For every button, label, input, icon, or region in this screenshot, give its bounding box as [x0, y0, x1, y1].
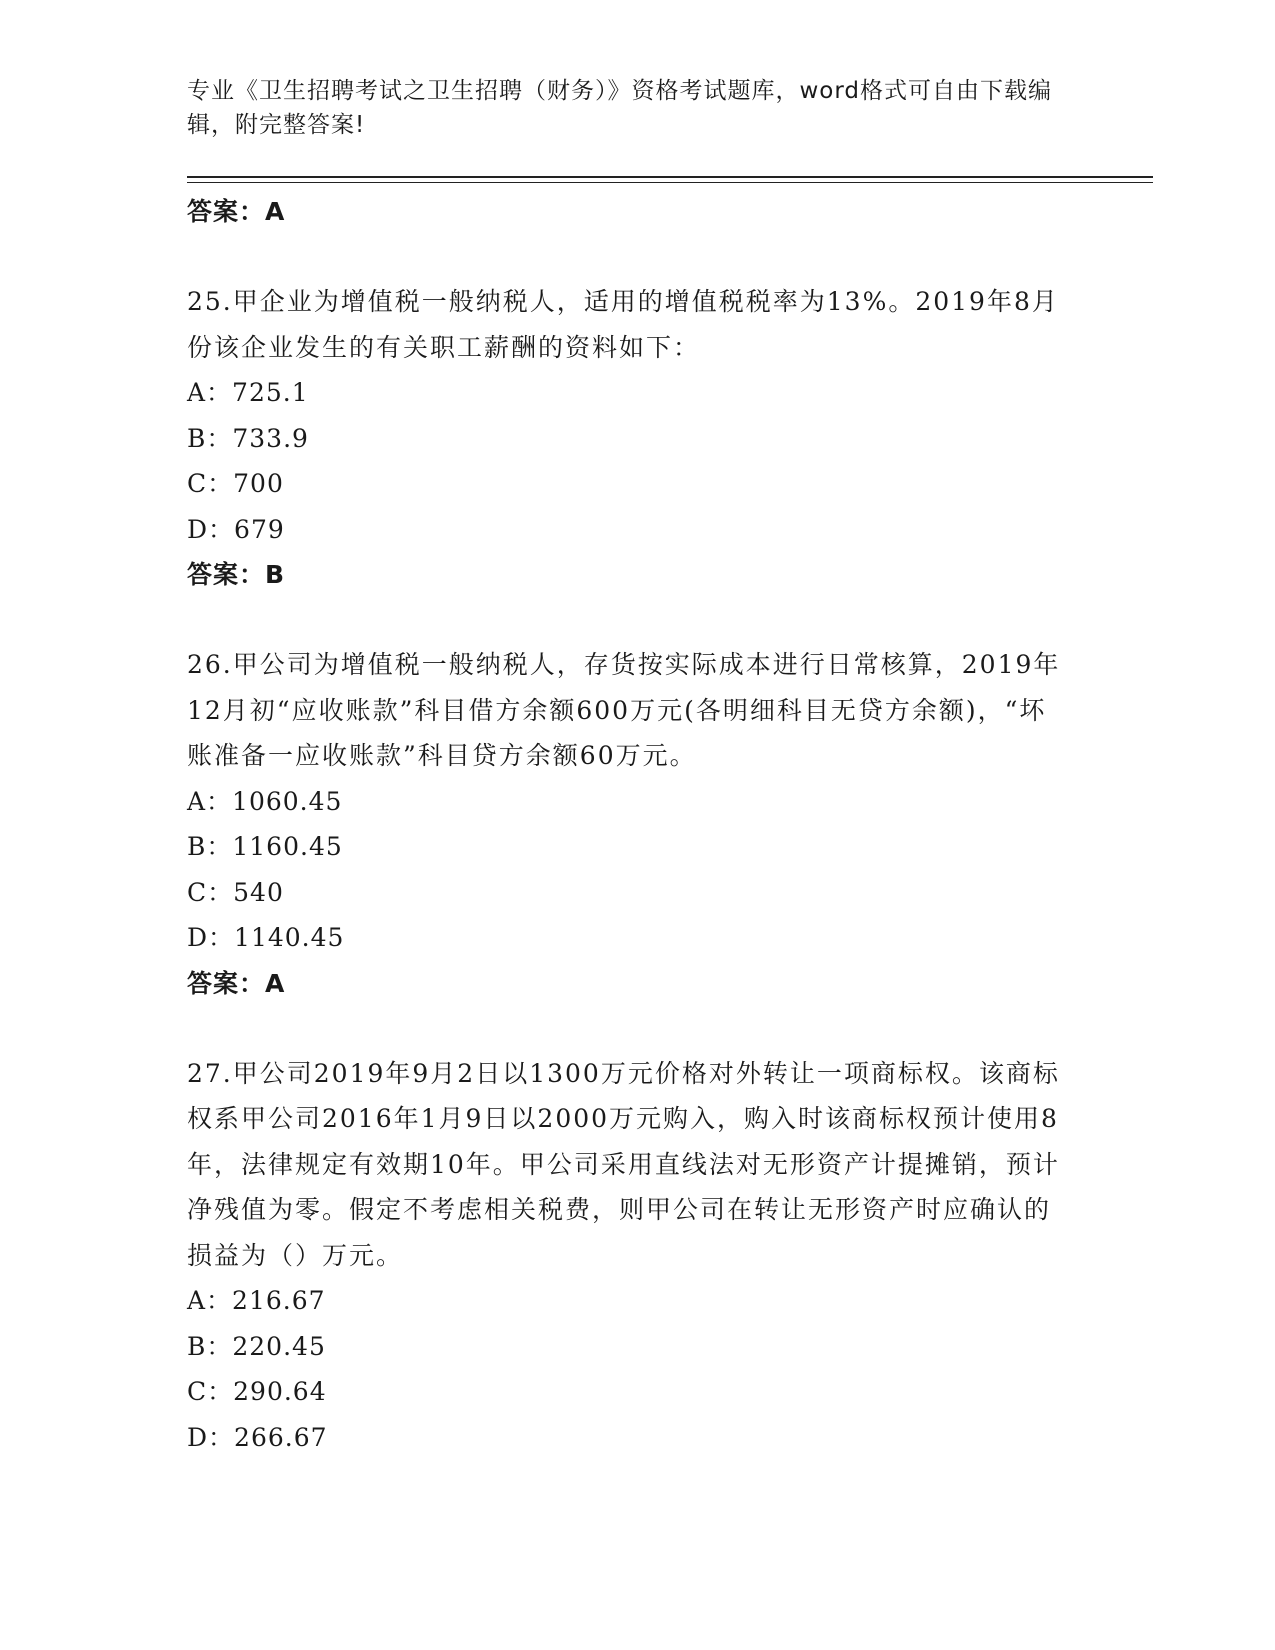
spacer: [187, 597, 1087, 642]
question-27-option-b: B：220.45: [187, 1331, 326, 1361]
header-rule-thin: [187, 182, 1153, 183]
question-26-answer: 答案：A: [187, 968, 286, 998]
question-26-option-b: B：1160.45: [187, 832, 343, 861]
question-25-option-a: A：725.1: [187, 378, 309, 407]
question-27-option-c: C：290.64: [187, 1377, 327, 1406]
question-26-option-c: C：540: [187, 877, 284, 907]
document-header: 专业《卫生招聘考试之卫生招聘（财务）》资格考试题库，word格式可自由下载编辑，附完整答案!: [187, 78, 1053, 138]
question-25-option-b: B：733.9: [187, 423, 309, 453]
question-27-option-d: D：266.67: [187, 1422, 328, 1452]
question-25-option-d: D：679: [187, 514, 285, 544]
question-27-text: 27.甲公司2019年9月2日以1300万元价格对外转让一项商标权。该商标权系甲公司2016年1月9日以2000万元购入，购入时该商标权预计使用8年，法律规定有效期10年。甲公司采用直线法对无形资产计提摊销，预计净残值为零。假定不考虑相关税费，则甲公司在转让无形资产时应确认的损益为（）万元。: [187, 1058, 1060, 1270]
question-25-option-c: C：700: [187, 469, 284, 498]
answer-previous: 答案：A: [187, 197, 286, 226]
question-27-option-a: A：216.67: [187, 1286, 326, 1315]
question-25-answer: 答案：B: [187, 560, 286, 589]
question-25-text: 25.甲企业为增值税一般纳税人，适用的增值税税率为13%。2019年8月份该企业发生的有关职工薪酬的资料如下：: [187, 287, 1059, 362]
spacer: [187, 1006, 1087, 1051]
question-26-option-a: A：1060.45: [187, 786, 343, 816]
question-26-text: 26.甲公司为增值税一般纳税人，存货按实际成本进行日常核算，2019年12月初“应收账款”科目借方余额600万元(各明细科目无贷方余额)，“坏账准备一应收账款”科目贷方余额60万元。: [187, 650, 1061, 770]
header-rule-thick: [187, 176, 1153, 178]
question-list: [187, 189, 1087, 1460]
spacer: [187, 234, 1087, 279]
question-26-option-d: D：1140.45: [187, 923, 345, 952]
